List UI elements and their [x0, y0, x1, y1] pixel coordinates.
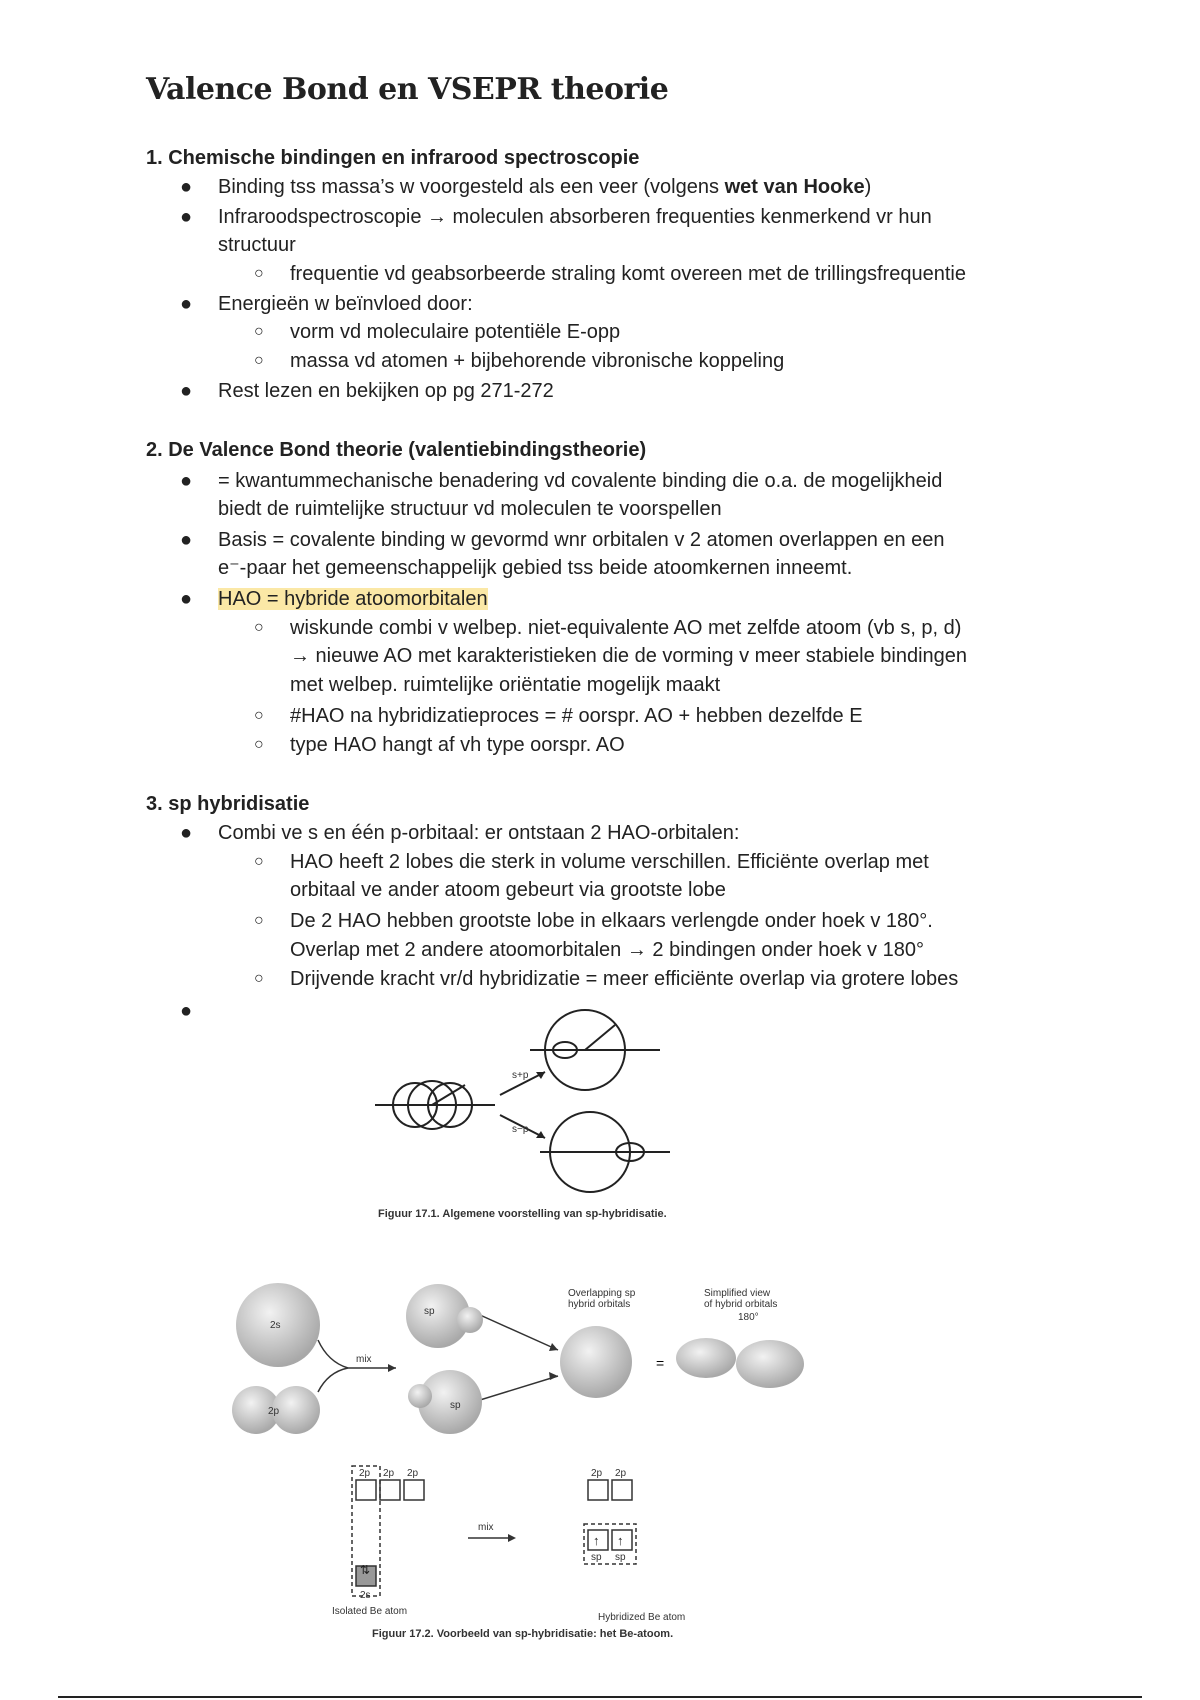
angle-label: 180°	[738, 1312, 759, 1323]
s1-bullet-2-line-2: structuur	[218, 234, 296, 256]
label-sp-bottom: sp	[450, 1400, 461, 1411]
hyb-box-2p-a	[588, 1480, 608, 1500]
section-1-heading: 1. Chemische bindingen en infrarood spectroscopie	[146, 147, 640, 169]
section-3-heading: 3. sp hybridisatie	[146, 793, 310, 815]
mix-label: mix	[356, 1354, 372, 1365]
s2-sub-bullet-3: type HAO hangt af vh type oorspr. AO	[290, 734, 625, 756]
overlapping-sp-hybrids	[560, 1326, 632, 1398]
figure-2-caption: Figuur 17.2. Voorbeeld van sp-hybridisatie: het Be-atoom.	[372, 1628, 674, 1640]
s2-bullet-2-line-2: e⁻-paar het gemeenschappelijk gebied tss beide atoomkernen inneemt.	[218, 557, 853, 579]
s1-bullet-2-line-1: Infraroodspectroscopie → moleculen absorberen frequenties kenmerkend vr hun	[218, 206, 932, 228]
bullet-icon: ●	[180, 529, 193, 551]
sp-hybrid-top-small-lobe	[457, 1307, 483, 1333]
box-2p-c	[404, 1480, 424, 1500]
s2-bullet-2-line-1: Basis = covalente binding w gevormd wnr orbitalen v 2 atomen overlappen en een	[218, 529, 945, 551]
figure-sp-hybridisation-general	[360, 1000, 690, 1200]
mix-label-2: mix	[478, 1522, 494, 1533]
label-sp-top: sp	[424, 1306, 435, 1317]
arrow-label-bottom: s−p	[512, 1124, 529, 1135]
simplified-label-line-2: of hybrid orbitals	[704, 1299, 778, 1310]
label-box-2s: 2s	[360, 1590, 371, 1601]
paired-electrons-icon: ⇅	[360, 1563, 371, 1577]
s1-bullet-4: Rest lezen en bekijken op pg 271-272	[218, 380, 554, 402]
bullet-icon: ●	[180, 1000, 193, 1022]
s2-sub-bullet-1-line-2: → nieuwe AO met karakteristieken die de vorming v meer stabiele bindingen	[290, 645, 968, 667]
s2-bullet-1-line-2: biedt de ruimtelijke structuur vd moleculen te voorspellen	[218, 498, 722, 520]
arrow-to-overlap-bottom	[480, 1376, 558, 1400]
sub-bullet-icon: ○	[254, 970, 264, 987]
s1-bullet-3: Energieën w beïnvloed door:	[218, 293, 473, 315]
bullet-icon: ●	[180, 176, 193, 198]
s3-bullet-1: Combi ve s en één p-orbitaal: er ontstaan 2 HAO-orbitalen:	[218, 822, 740, 844]
highlighted-text: HAO = hybride atoomorbitalen	[218, 588, 488, 610]
mix-bracket-bottom	[318, 1368, 348, 1392]
simplified-label-line-1: Simplified view	[704, 1288, 771, 1299]
orbital-2p-lobe-right	[272, 1386, 320, 1434]
sub-bullet-icon: ○	[254, 707, 264, 724]
s1-sub-bullet-2: vorm vd moleculaire potentiële E-opp	[290, 321, 621, 343]
mix-arrow-head	[388, 1364, 396, 1372]
s1-sub-bullet-3: massa vd atomen + bijbehorende vibronische koppeling	[290, 350, 785, 372]
sub-bullet-icon: ○	[254, 853, 264, 870]
label-hyb-2p-b: 2p	[615, 1468, 627, 1479]
page-bottom-rule	[58, 1696, 1142, 1698]
sp-hybrid-bottom-small-lobe	[408, 1384, 432, 1408]
bullet-icon: ●	[180, 206, 193, 228]
equals-sign: =	[656, 1355, 665, 1371]
s3-sub-bullet-3: Drijvende kracht vr/d hybridizatie = meer efficiënte overlap via grotere lobes	[290, 968, 959, 990]
sub-bullet-icon: ○	[254, 912, 264, 929]
label-box-2p-a: 2p	[359, 1468, 371, 1479]
hybridized-be-label: Hybridized Be atom	[598, 1612, 686, 1623]
label-hyb-sp-b: sp	[615, 1552, 626, 1563]
sub-bullet-icon: ○	[254, 323, 264, 340]
figure-be-atom-sp-hybridisation	[228, 1280, 828, 1660]
s3-sub-bullet-1-line-2: orbitaal ve ander atoom gebeurt via grootste lobe	[290, 879, 726, 901]
label-2s: 2s	[270, 1320, 281, 1331]
sub-bullet-icon: ○	[254, 265, 264, 282]
s3-sub-bullet-1-line-1: HAO heeft 2 lobes die sterk in volume verschillen. Efficiënte overlap met	[290, 851, 929, 873]
bullet-icon: ●	[180, 293, 193, 315]
s2-sub-bullet-1-line-1: wiskunde combi v welbep. niet-equivalente AO met zelfde atoom (vb s, p, d)	[290, 617, 962, 639]
hyb-box-2p-b	[612, 1480, 632, 1500]
label-box-2p-c: 2p	[407, 1468, 419, 1479]
arrow-label-top: s+p	[512, 1070, 529, 1081]
label-hyb-2p-a: 2p	[591, 1468, 603, 1479]
label-hyb-sp-a: sp	[591, 1552, 602, 1563]
figure-1-caption: Figuur 17.1. Algemene voorstelling van sp-hybridisatie.	[378, 1208, 667, 1220]
simplified-lobe-left	[676, 1338, 736, 1378]
s3-sub-bullet-2-line-2: Overlap met 2 andere atoomorbitalen → 2 bindingen onder hoek v 180°	[290, 939, 924, 961]
s2-bullet-3	[218, 587, 488, 611]
hybrid-radius-top	[585, 1025, 615, 1050]
s2-bullet-1-line-1: = kwantummechanische benadering vd covalente binding die o.a. de mogelijkheid	[218, 470, 943, 492]
bullet-icon: ●	[180, 470, 193, 492]
s3-sub-bullet-2-line-1: De 2 HAO hebben grootste lobe in elkaars verlengde onder hoek v 180°.	[290, 910, 933, 932]
s1-sub-bullet-1: frequentie vd geabsorbeerde straling komt overeen met de trillingsfrequentie	[290, 263, 966, 285]
mix-arrow-2-head	[508, 1534, 516, 1542]
s1-bullet-1: Binding tss massa’s w voorgesteld als een veer (volgens wet van Hooke)	[218, 176, 872, 198]
label-box-2p-b: 2p	[383, 1468, 395, 1479]
isolated-be-label: Isolated Be atom	[332, 1606, 408, 1617]
box-2p-a	[356, 1480, 376, 1500]
sub-bullet-icon: ○	[254, 352, 264, 369]
simplified-lobe-right	[736, 1340, 804, 1388]
bullet-icon: ●	[180, 822, 193, 844]
overlap-label-line-1: Overlapping sp	[568, 1288, 636, 1299]
arrow-head-bottom	[549, 1372, 558, 1380]
sub-bullet-icon: ○	[254, 619, 264, 636]
mix-bracket-top	[318, 1340, 348, 1368]
electron-up-icon: ↑	[593, 1533, 600, 1548]
bullet-icon: ●	[180, 380, 193, 402]
s2-sub-bullet-2: #HAO na hybridizatieproces = # oorspr. AO + hebben dezelfde E	[290, 705, 863, 727]
document-title: Valence Bond en VSEPR theorie	[146, 72, 669, 107]
electron-up-icon: ↑	[617, 1533, 624, 1548]
bullet-icon: ●	[180, 588, 193, 610]
sub-bullet-icon: ○	[254, 736, 264, 753]
box-2p-b	[380, 1480, 400, 1500]
arrow-to-overlap-top	[480, 1315, 558, 1350]
section-2-heading: 2. De Valence Bond theorie (valentiebindingstheorie)	[146, 439, 647, 461]
overlap-label-line-2: hybrid orbitals	[568, 1299, 631, 1310]
label-2p: 2p	[268, 1406, 280, 1417]
s2-sub-bullet-1-line-3: met welbep. ruimtelijke oriëntatie mogelijk maakt	[290, 674, 721, 696]
